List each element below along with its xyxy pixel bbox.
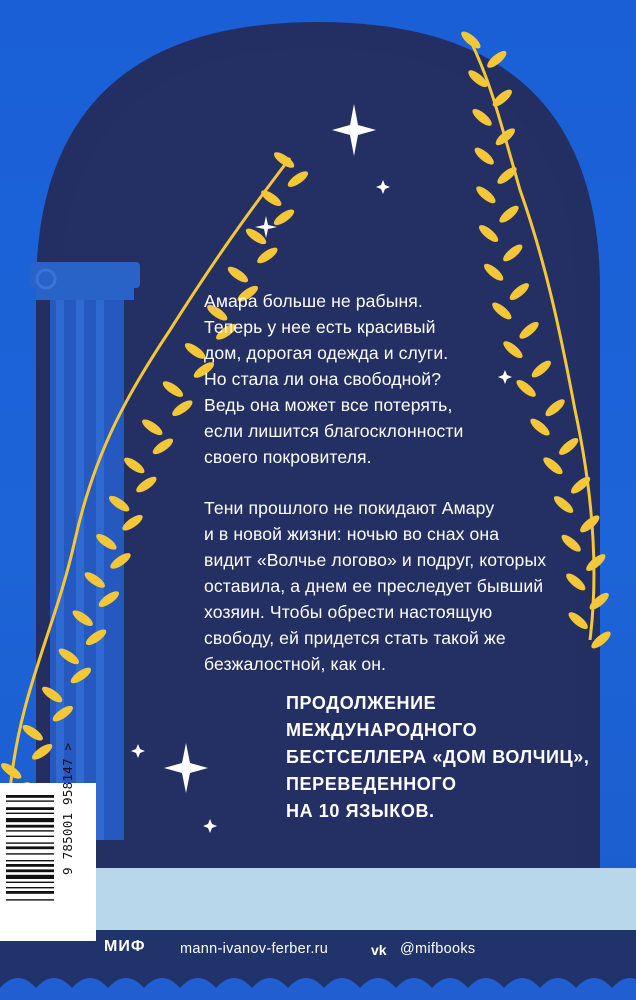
barcode-bar bbox=[6, 818, 54, 822]
barcode-bar bbox=[6, 860, 54, 861]
barcode-bar bbox=[6, 899, 54, 900]
barcode-bar bbox=[6, 795, 54, 798]
barcode-bar bbox=[6, 830, 54, 831]
barcode-bar bbox=[6, 807, 54, 810]
barcode-bar bbox=[6, 864, 54, 867]
tagline-line: БЕСТСЕЛЛЕРА «ДОМ ВОЛЧИЦ», bbox=[286, 747, 590, 767]
text-line: Амара больше не рабыня. bbox=[204, 291, 423, 311]
text-line: Но стала ли она свободной? bbox=[204, 369, 442, 389]
description-paragraph-2 bbox=[204, 495, 546, 677]
barcode-bars bbox=[0, 783, 96, 941]
barcode-bar bbox=[6, 825, 54, 828]
text-line: хозяин. Чтобы обрести настоящую bbox=[204, 602, 493, 622]
text-line: если лишится благосклонности bbox=[204, 421, 464, 441]
text-line: видит «Волчье логово» и подруг, которых bbox=[204, 550, 547, 570]
isbn-barcode bbox=[0, 742, 96, 941]
text-line: и в новой жизни: ночью во снах она bbox=[204, 524, 500, 544]
barcode-bar bbox=[6, 882, 54, 883]
bestseller-tagline bbox=[286, 690, 590, 825]
barcode-bar bbox=[6, 846, 54, 849]
social-handle[interactable]: @mifbooks bbox=[400, 941, 476, 957]
barcode-bar bbox=[6, 853, 54, 854]
tagline-line: ПЕРЕВЕДЕННОГО bbox=[286, 774, 457, 794]
barcode-bar bbox=[6, 813, 54, 814]
text-line: Теперь у нее есть красивый bbox=[204, 317, 436, 337]
description-paragraph-1 bbox=[204, 288, 463, 470]
barcode-bar bbox=[6, 891, 54, 894]
text-line: безжалостной, как он. bbox=[204, 654, 387, 674]
tagline-line: МЕЖДУНАРОДНОГО bbox=[286, 720, 478, 740]
barcode-bar bbox=[6, 842, 54, 843]
tagline-line: НА 10 ЯЗЫКОВ. bbox=[286, 801, 435, 821]
text-line: дом, дорогая одежда и слуги. bbox=[204, 343, 449, 363]
text-line: своего покровителя. bbox=[204, 447, 372, 467]
vk-icon[interactable]: vk bbox=[371, 942, 387, 958]
text-line: Тени прошлого не покидают Амару bbox=[204, 498, 495, 518]
barcode-bar bbox=[6, 887, 54, 888]
tagline-line: ПРОДОЛЖЕНИЕ bbox=[286, 693, 437, 713]
text-line: Ведь она может все потерять, bbox=[204, 395, 453, 415]
barcode-bar bbox=[6, 875, 54, 879]
barcode-bar bbox=[6, 869, 54, 872]
barcode-digits: 9 785001 958147 > bbox=[60, 742, 75, 875]
text-line: оставила, а днем ее преследует бывший bbox=[204, 576, 544, 596]
publisher-website[interactable]: mann-ivanov-ferber.ru bbox=[180, 941, 329, 957]
text-line: свободу, ей придется стать такой же bbox=[204, 628, 506, 648]
barcode-bar bbox=[6, 836, 54, 837]
publisher-logo: МИФ bbox=[104, 938, 146, 955]
barcode-bar bbox=[6, 800, 54, 801]
